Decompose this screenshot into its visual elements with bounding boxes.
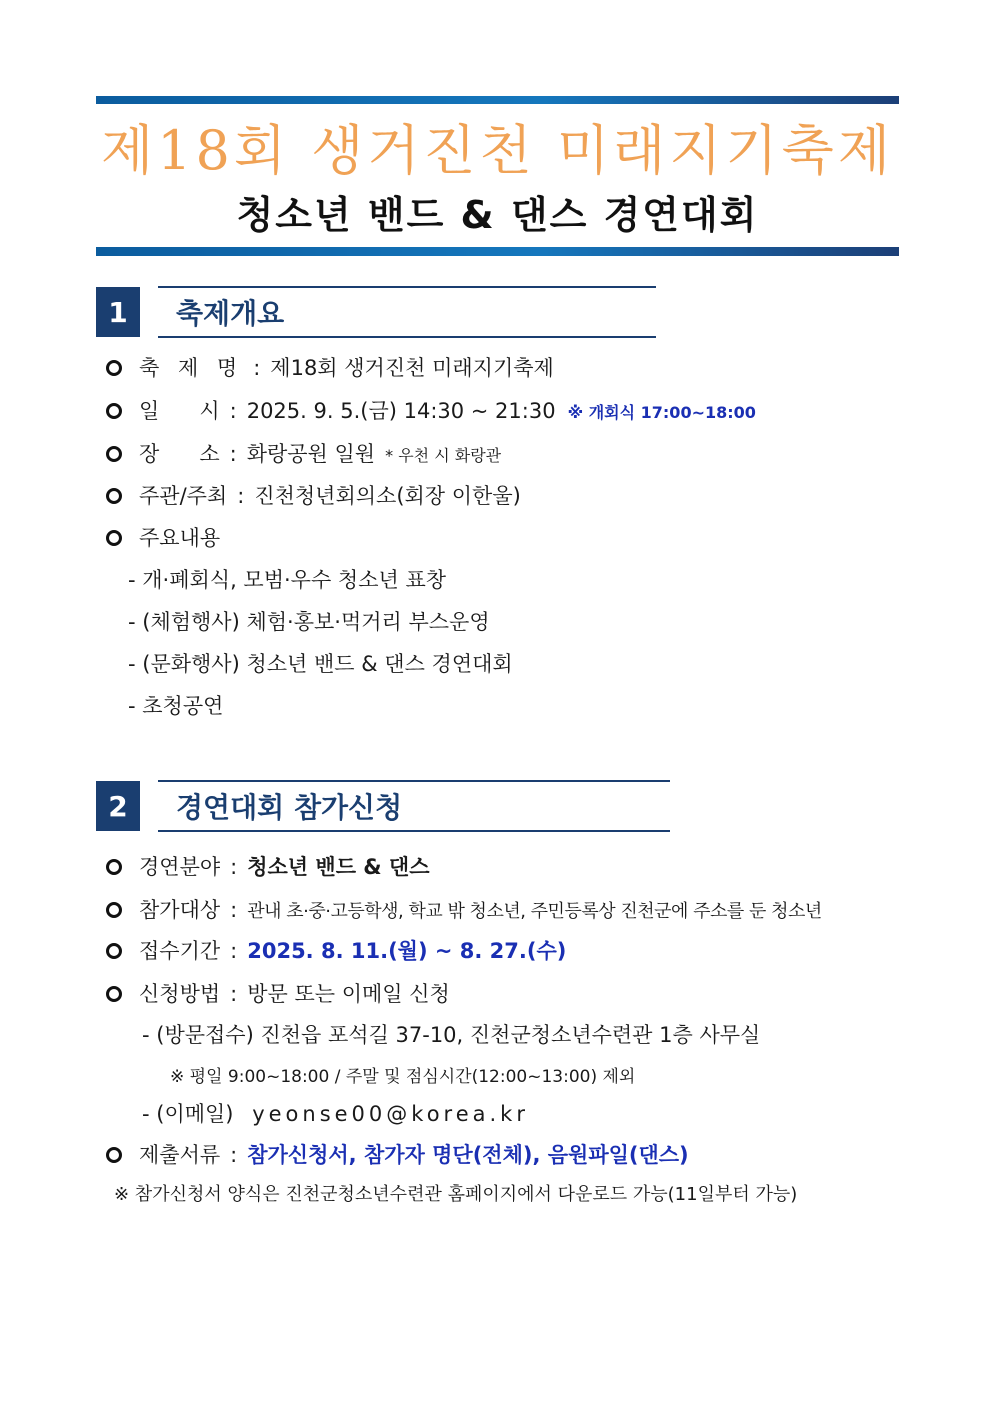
colon: : [230, 982, 238, 1006]
festival-title: 제18회 생거진천 미래지기축제 [100, 119, 894, 182]
venue-value: 화랑공원 일원 [246, 442, 376, 466]
date-value: 2025. 9. 5.(금) 14:30 ~ 21:30 [246, 399, 556, 423]
colon: : [230, 898, 238, 922]
organizer-value: 진천청년회의소(회장 이한울) [254, 484, 521, 508]
contest-field-row [106, 851, 429, 881]
colon: : [237, 484, 245, 508]
row-label: 참가대상 [139, 898, 221, 922]
organizer-row [106, 480, 521, 510]
eligibility-row [106, 894, 822, 924]
detail-item: - 초청공연 [128, 694, 224, 718]
detail-item: - (문화행사) 청소년 밴드 & 댄스 경연대회 [128, 652, 513, 676]
section1-title: 축제개요 [158, 286, 656, 338]
rain-venue-note: * 우천 시 화랑관 [385, 446, 502, 465]
row-label: 일 시 [139, 399, 220, 423]
contest-field-value: 청소년 밴드 & 댄스 [247, 855, 430, 879]
bullet-icon [106, 986, 122, 1002]
application-method-value: 방문 또는 이메일 신청 [247, 982, 450, 1006]
festival-name-row [106, 352, 554, 382]
bullet-icon [106, 1147, 122, 1163]
bullet-icon [106, 902, 122, 918]
colon: : [230, 855, 238, 879]
section2-title: 경연대회 참가신청 [158, 780, 670, 832]
eligibility-value: 관내 초·중·고등학생, 학교 밖 청소년, 주민등록상 진천군에 주소를 둔 청소년 [247, 901, 822, 922]
row-label: 장 소 [139, 442, 220, 466]
row-label: 경연분야 [139, 855, 221, 879]
email-address[interactable]: yeonse00@korea.kr [252, 1102, 529, 1126]
row-label: 제출서류 [139, 1143, 221, 1167]
visit-hours-note: ※ 평일 9:00~18:00 / 주말 및 점심시간(12:00~13:00) 제외 [170, 1067, 636, 1087]
section1-number: 1 [96, 287, 140, 337]
detail-item: - 개·폐회식, 모범·우수 청소년 표창 [128, 568, 447, 592]
email-application-detail [142, 1098, 529, 1128]
bullet-icon [106, 530, 122, 546]
row-label: 신청방법 [139, 982, 221, 1006]
bullet-icon [106, 360, 122, 376]
colon: : [230, 939, 238, 963]
reception-period-row [106, 935, 566, 965]
colon: : [229, 399, 237, 423]
row-label: 축 제 명 [139, 356, 244, 380]
opening-ceremony-note: ※ 개회식 17:00~18:00 [567, 403, 756, 422]
colon: : [229, 442, 237, 466]
documents-value: 참가신청서, 참가자 명단(전체), 음원파일(댄스) [247, 1143, 689, 1167]
main-content-row [106, 522, 220, 552]
row-label: 주관/주최 [139, 484, 228, 508]
reception-period-value: 2025. 8. 11.(월) ~ 8. 27.(수) [247, 939, 567, 963]
bullet-icon [106, 403, 122, 419]
row-label: 주요내용 [139, 526, 221, 550]
visit-application-detail: - (방문접수) 진천읍 포석길 37-10, 진천군청소년수련관 1층 사무실 [142, 1023, 761, 1047]
date-row [106, 395, 756, 425]
section2-number: 2 [96, 781, 140, 831]
contest-subtitle: 청소년 밴드 & 댄스 경연대회 [236, 193, 759, 237]
festival-name-value: 제18회 생거진천 미래지기축제 [270, 356, 554, 380]
venue-row [106, 438, 501, 468]
detail-item: - (체험행사) 체험·홍보·먹거리 부스운영 [128, 610, 490, 634]
header-bottom-bar [96, 247, 899, 256]
application-method-row [106, 978, 450, 1008]
bullet-icon [106, 859, 122, 875]
bullet-icon [106, 446, 122, 462]
colon: : [230, 1143, 238, 1167]
documents-row [106, 1139, 689, 1169]
bullet-icon [106, 943, 122, 959]
download-footnote: ※ 참가신청서 양식은 진천군청소년수련관 홈페이지에서 다운로드 가능(11일부터 가능) [114, 1184, 798, 1205]
colon: : [253, 356, 261, 380]
row-label: 접수기간 [139, 939, 221, 963]
header-top-bar [96, 96, 899, 104]
email-label: - (이메일) [142, 1102, 234, 1126]
bullet-icon [106, 488, 122, 504]
